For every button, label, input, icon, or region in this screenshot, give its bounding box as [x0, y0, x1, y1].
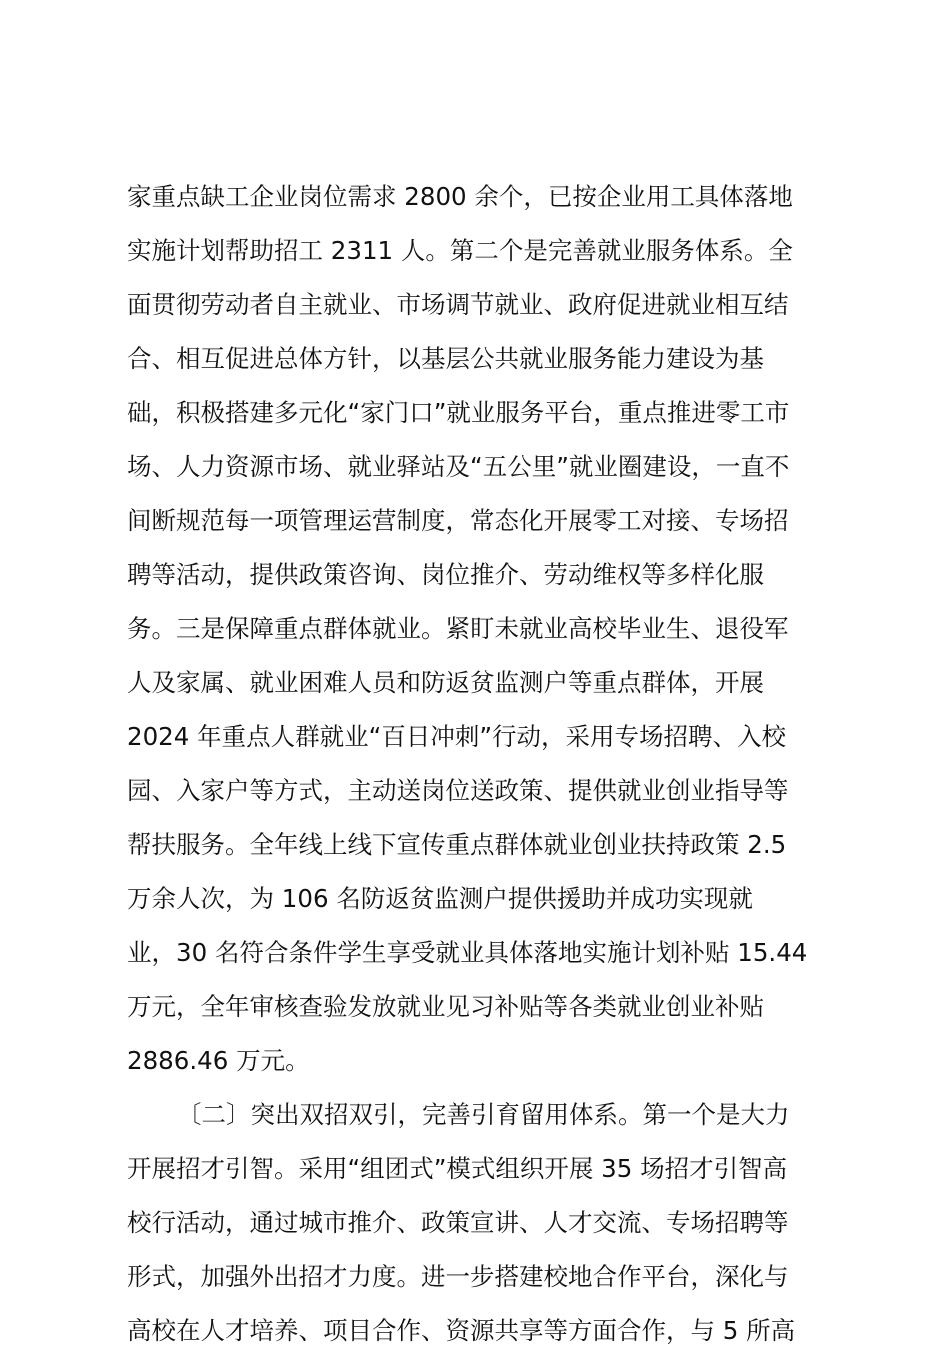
text-line: 面贯彻劳动者自主就业、市场调节就业、政府促进就业相互结 — [127, 290, 789, 319]
text-line: 万余人次，为 106 名防返贫监测户提供援助并成功实现就 — [127, 884, 753, 913]
text-line: 人及家属、就业困难人员和防返贫监测户等重点群体，开展 — [127, 668, 764, 697]
text-line: 场、人力资源市场、就业驿站及“五公里”就业圈建设，一直不 — [127, 452, 790, 481]
text-line: 2024 年重点人群就业“百日冲刺”行动，采用专场招聘、入校 — [127, 722, 787, 751]
text-line: 高校在人才培养、项目合作、资源共享等方面合作，与 5 所高 — [127, 1316, 796, 1345]
text-line: 帮扶服务。全年线上线下宣传重点群体就业创业扶持政策 2.5 — [127, 830, 787, 859]
text-line: 间断规范每一项管理运营制度，常态化开展零工对接、专场招 — [127, 506, 789, 535]
text-line: 校行活动，通过城市推介、政策宣讲、人才交流、专场招聘等 — [127, 1208, 789, 1237]
text-line: 园、入家户等方式，主动送岗位送政策、提供就业创业指导等 — [127, 776, 789, 805]
text-line: 务。三是保障重点群体就业。紧盯未就业高校毕业生、退役军 — [127, 614, 789, 643]
text-line: 形式，加强外出招才力度。进一步搭建校地合作平台，深化与 — [127, 1262, 789, 1291]
text-line: 聘等活动，提供政策咨询、岗位推介、劳动维权等多样化服 — [127, 560, 764, 589]
text-line: 万元，全年审核查验发放就业见习补贴等各类就业创业补贴 — [127, 992, 764, 1021]
text-line: 实施计划帮助招工 2311 人。第二个是完善就业服务体系。全 — [127, 236, 793, 265]
text-line: 础，积极搭建多元化“家门口”就业服务平台，重点推进零工市 — [127, 398, 790, 427]
section-heading-line: 〔二〕突出双招双引，完善引育留用体系。第一个是大力 — [177, 1100, 790, 1129]
text-line: 合、相互促进总体方针，以基层公共就业服务能力建设为基 — [127, 344, 764, 373]
text-line: 家重点缺工企业岗位需求 2800 余个，已按企业用工具体落地 — [127, 182, 793, 211]
body-text — [127, 170, 847, 1358]
text-line: 开展招才引智。采用“组团式”模式组织开展 35 场招才引智高 — [127, 1154, 788, 1183]
text-line: 业，30 名符合条件学生享受就业具体落地实施计划补贴 15.44 — [127, 938, 808, 967]
text-line: 2886.46 万元。 — [127, 1046, 310, 1075]
